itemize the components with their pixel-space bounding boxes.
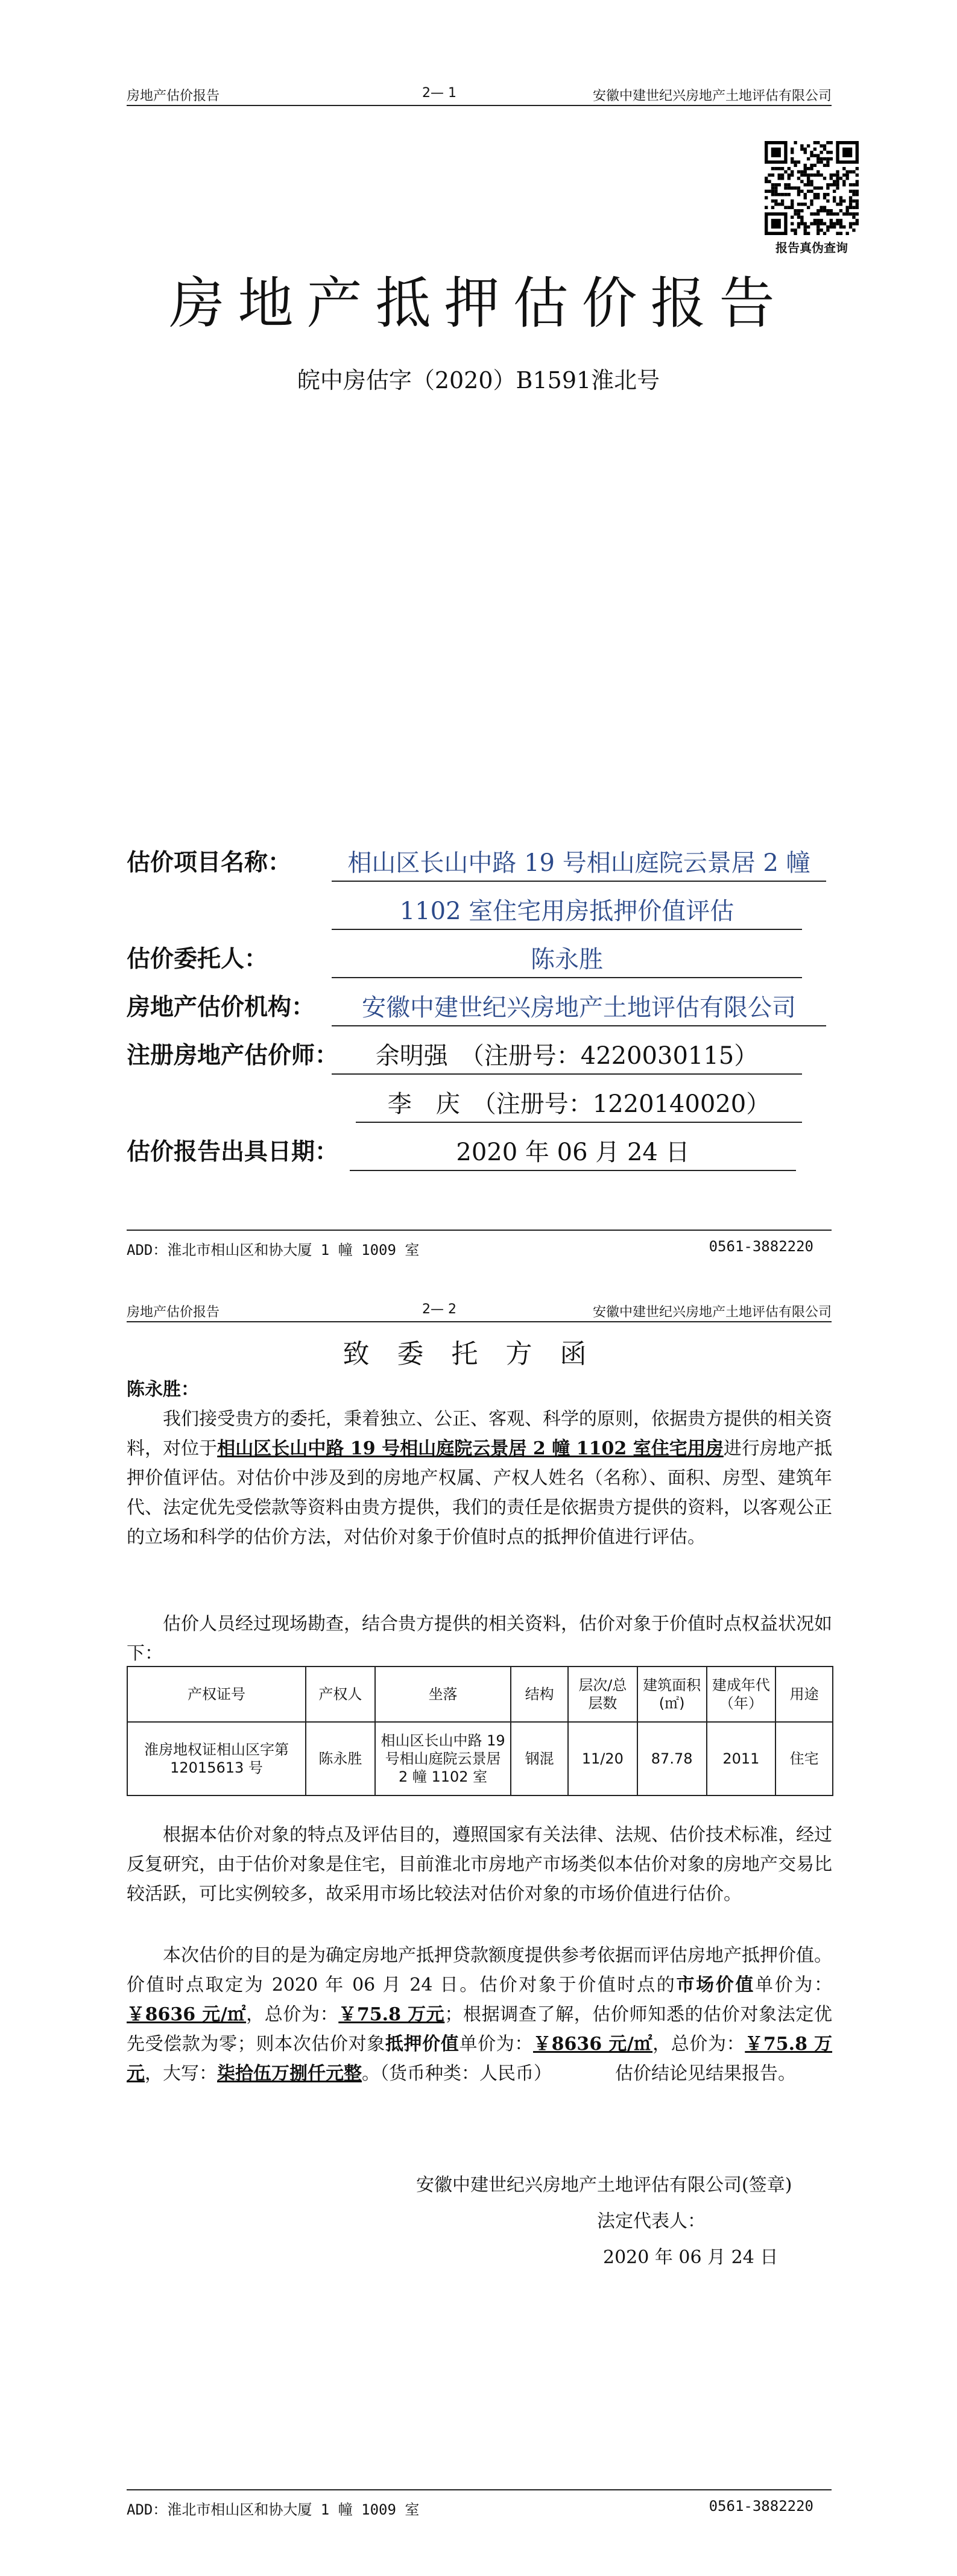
page-header [127, 84, 832, 106]
para4-mortgage-value-label: 抵押价值 [385, 2034, 460, 2055]
salutation: 陈永胜： [127, 1379, 199, 1400]
table-header-cell: 用途 [775, 1667, 833, 1722]
client-label: 估价委托人： [127, 946, 268, 973]
table-row [127, 1722, 833, 1795]
header-company: 安徽中建世纪兴房地产土地评估有限公司 [592, 1305, 832, 1320]
footer-address: ADD：淮北市相山区和协大厦 1 幢 1009 室 [127, 2501, 420, 2518]
qr-code-icon[interactable] [765, 141, 859, 235]
table-cell: 2011 [707, 1722, 776, 1795]
paragraph-intro [127, 1404, 832, 1552]
para4-mortgage-total: ￥75.8 万元 [127, 2034, 833, 2084]
header-company: 安徽中建世纪兴房地产土地评估有限公司 [592, 89, 832, 104]
page-footer [127, 1230, 832, 1258]
page-header [127, 1301, 832, 1322]
paragraph-method: 根据本估价对象的特点及评估目的，遵照国家有关法律、法规、估价技术标准，经过反复研究，由于估价对象是住宅，目前淮北市房地产市场类似本估价对象的房地产交易比较活跃，可比实例较多，故采用市场比较法对估价对象的市场价值进行估价。 [127, 1824, 832, 1905]
appraiser-2: 李 庆 （注册号：1220140020） [356, 1085, 802, 1123]
table-header-row [127, 1667, 833, 1722]
para4-market-unit-price: ￥8636 元/㎡ [127, 2004, 247, 2025]
table-cell: 钢混 [511, 1722, 568, 1795]
para4-market-total: ￥75.8 万元 [338, 2004, 445, 2025]
client-row [127, 940, 832, 974]
para4-text-d: ；根据调查了解，估价师知悉的估价对象法定优先受偿款为零；则本次估价对象 [127, 2004, 833, 2055]
appraiser-1: 余明强 （注册号：4220030115） [332, 1037, 802, 1075]
project-name-line2: 1102 室住宅用房抵押价值评估 [332, 892, 802, 930]
report-title: 房地产抵押估价报告 [169, 271, 788, 336]
agency-row [127, 988, 832, 1022]
appraiser-row [127, 1037, 832, 1070]
para4-text-e: 单价为： [459, 2034, 533, 2055]
footer-phone: 0561-3882220 [709, 2498, 813, 2515]
table-header-cell: 产权人 [306, 1667, 375, 1722]
paragraph-survey: 估价人员经过现场勘查，结合贵方提供的相关资料，估价对象于价值时点权益状况如下： [127, 1613, 832, 1664]
para4-text-a: 本次估价的目的是为确定房地产抵押贷款额度提供参考依据而评估房地产抵押价值。价值时点取定为 2020 年 06 月 24 日。估价对象于价值时点的 [127, 1945, 832, 1996]
paragraph-conclusion [127, 1941, 832, 2088]
para4-market-value-label: 市场价值 [676, 1974, 756, 1996]
table-cell: 淮房地权证相山区字第 12015613 号 [127, 1722, 306, 1795]
signature-representative: 法定代表人： [597, 2211, 706, 2232]
agency-label: 房地产估价机构： [127, 994, 315, 1021]
table-cell: 陈永胜 [306, 1722, 375, 1795]
table-header-cell: 建筑面积(㎡) [637, 1667, 707, 1722]
rights-table [127, 1666, 833, 1796]
commission-letter-page [0, 1290, 957, 2576]
agency-value: 安徽中建世纪兴房地产土地评估有限公司 [332, 988, 826, 1026]
project-name-row [127, 844, 832, 878]
date-value: 2020 年 06 月 24 日 [350, 1133, 796, 1171]
signature-date: 2020 年 06 月 24 日 [603, 2247, 779, 2268]
signature-company: 安徽中建世纪兴房地产土地评估有限公司(签章) [416, 2175, 792, 2196]
project-name-row-2 [127, 892, 832, 926]
footer-phone: 0561-3882220 [709, 1238, 813, 1255]
appraiser-row-2 [127, 1085, 832, 1119]
table-header-cell: 产权证号 [127, 1667, 306, 1722]
table-header-cell: 坐落 [375, 1667, 511, 1722]
para4-text-c: ，总价为： [246, 2004, 339, 2025]
para4-text-f: ，总价为： [652, 2034, 745, 2055]
para4-amount-in-words: 柒拾伍万捌仟元整 [217, 2063, 362, 2084]
para4-text-b: 单价为： [755, 1974, 833, 1996]
table-cell: 相山区长山中路 19 号相山庭院云景居 2 幢 1102 室 [375, 1722, 511, 1795]
page-footer [127, 2489, 832, 2518]
letter-title: 致委托方函 [343, 1339, 614, 1369]
table-cell: 87.78 [637, 1722, 707, 1795]
date-row [127, 1133, 832, 1167]
header-page-number: 2— 1 [422, 86, 456, 101]
appraiser-label: 注册房地产估价师： [127, 1042, 339, 1069]
table-header-cell: 建成年代（年） [707, 1667, 776, 1722]
footer-address: ADD：淮北市相山区和协大厦 1 幢 1009 室 [127, 1242, 420, 1258]
header-left: 房地产估价报告 [127, 1305, 220, 1320]
para4-text-g: ，大写： [145, 2063, 217, 2084]
table-cell: 11/20 [568, 1722, 637, 1795]
header-left: 房地产估价报告 [127, 89, 220, 104]
client-value: 陈永胜 [332, 940, 802, 978]
table-cell: 住宅 [775, 1722, 833, 1795]
para1-text-c: 进行房地产抵押价值评估。对估价中涉及到的房地产权属、产权人姓名（名称）、面积、房型、建筑年代、法定优先受偿款等资料由贵方提供，我们的责任是依据贵方提供的资料，以客观公正的立场和科学的估价方法，对估价对象于价值时点的抵押价值进行评估。 [127, 1438, 833, 1548]
project-name-label: 估价项目名称： [127, 849, 292, 876]
para4-text-h: 。（货币种类：人民币） 估价结论见结果报告。 [362, 2063, 796, 2084]
table-header-cell: 结构 [511, 1667, 568, 1722]
para4-mortgage-unit-price: ￥8636 元/㎡ [532, 2034, 653, 2055]
date-label: 估价报告出具日期： [127, 1139, 339, 1166]
document-number: 皖中房估字（2020）B1591淮北号 [297, 367, 660, 394]
table-header-cell: 层次/总层数 [568, 1667, 637, 1722]
project-name-line1: 相山区长山中路 19 号相山庭院云景居 2 幢 [332, 844, 826, 882]
para1-property-address: 相山区长山中路 19 号相山庭院云景居 2 幢 1102 室住宅用房 [217, 1438, 724, 1459]
para1-text-a: 我们接受贵方的委托，秉着独立、公正、客观、科学的原则，依据贵方提供的相关资料，对位于 [127, 1409, 832, 1459]
header-page-number: 2— 2 [422, 1302, 456, 1317]
qr-caption: 报告真伪查询 [775, 240, 848, 255]
